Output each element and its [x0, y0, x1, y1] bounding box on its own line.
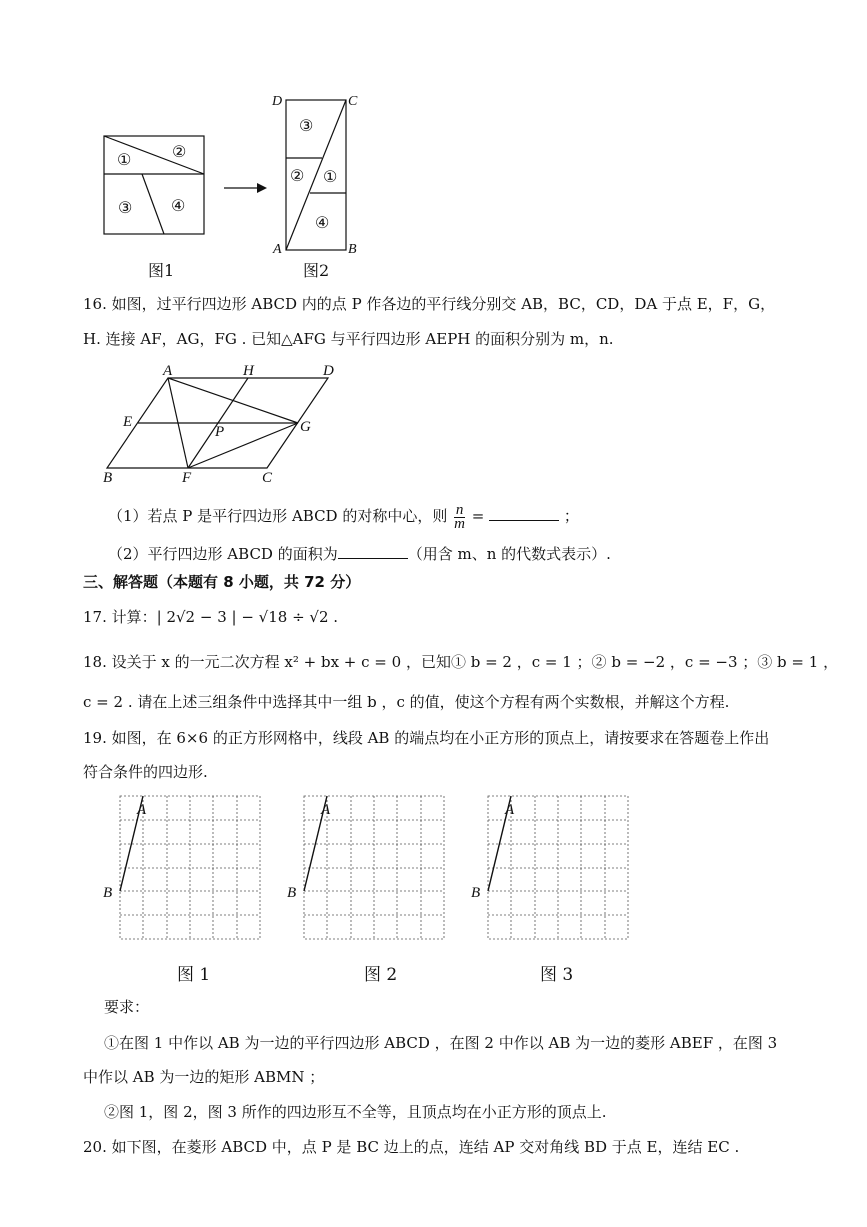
point-label: A	[137, 802, 147, 818]
fraction-n-over-m: $\frac{n}{m}$	[454, 501, 465, 532]
point-label: G	[300, 419, 311, 435]
q19-req1-line2: 中作以 AB 为一边的矩形 ABMN ；	[83, 1068, 325, 1086]
q16-part2: （2）平行四边形 ABCD 的面积为 （用含 m、n 的代数式表示）.	[108, 545, 611, 563]
q19-line2: 符合条件的四边形.	[83, 763, 208, 781]
point-label: B	[103, 470, 113, 486]
region-label: ①	[117, 152, 132, 169]
section-heading: 三、解答题（本题有 8 小题，共 72 分）	[83, 573, 361, 591]
q19-req1-line1: ①在图 1 中作以 AB 为一边的平行四边形 ABCD ，在图 2 中作以 AB 为一边的菱形 ABEF ，在图 3	[104, 1034, 778, 1052]
grid-caption: 图 2	[364, 965, 398, 985]
dissection-figure	[95, 85, 375, 285]
q20-text: 20. 如下图，在菱形 ABCD 中，点 P 是 BC 边上的点，连结 AP 交对角线 BD 于点 E，连结 EC .	[83, 1138, 740, 1156]
region-label: ①	[323, 169, 338, 186]
vertex-label: D	[272, 94, 283, 109]
q16-line2: H. 连接 AF，AG，FG . 已知△AFG 与平行四边形 AEPH 的面积分别为 m，n.	[83, 330, 614, 348]
answer-blank	[489, 506, 559, 521]
grid-figure-2	[284, 793, 454, 943]
point-label: F	[182, 470, 192, 486]
figure-caption: 图2	[303, 261, 330, 280]
region-label: ④	[315, 215, 330, 232]
point-label: A	[321, 802, 331, 818]
q16-line1: 16. 如图，过平行四边形 ABCD 内的点 P 作各边的平行线分别交 AB，BC，CD，DA 于点 E，F，G，	[83, 295, 776, 313]
point-label: B	[103, 885, 113, 901]
q18-line2: c = 2 . 请在上述三组条件中选择其中一组 b ，c 的值，使这个方程有两个实数根，并解这个方程.	[83, 693, 730, 711]
q19-req-title: 要求：	[104, 998, 150, 1016]
q16-part1: （1）若点 P 是平行四边形 ABCD 的对称中心，则 $\frac{n}{m}$ = ；	[108, 501, 579, 532]
point-label: D	[323, 363, 334, 379]
vertex-label: A	[273, 242, 282, 257]
point-label: A	[163, 363, 173, 379]
point-label: B	[471, 885, 481, 901]
point-label: P	[215, 424, 225, 440]
q19-line1: 19. 如图，在 6×6 的正方形网格中，线段 AB 的端点均在小正方形的顶点上，请按要求在答题卷上作出	[83, 729, 770, 747]
point-label: H	[243, 363, 254, 379]
figure-caption: 图1	[148, 261, 175, 280]
region-label: ③	[118, 200, 133, 217]
point-label: E	[123, 414, 133, 430]
grid-figure-1	[100, 793, 270, 943]
region-label: ③	[299, 118, 314, 135]
grid-caption: 图 3	[540, 965, 574, 985]
left-square	[104, 136, 204, 234]
vertex-label: B	[348, 242, 357, 257]
grid-figure-3	[468, 793, 638, 943]
point-label: C	[262, 470, 273, 486]
point-label: A	[505, 802, 515, 818]
q19-req2: ②图 1，图 2，图 3 所作的四边形互不全等，且顶点均在小正方形的顶点上.	[104, 1103, 607, 1121]
region-label: ④	[171, 198, 186, 215]
region-label: ②	[290, 168, 305, 185]
grid-caption: 图 1	[177, 965, 211, 985]
answer-blank	[338, 544, 408, 559]
parallelogram-figure	[95, 358, 355, 488]
vertex-label: C	[348, 94, 358, 109]
q17-text: 17. 计算：| 2√2 − 3 | − √18 ÷ √2 .	[83, 608, 339, 626]
q18-line1: 18. 设关于 x 的一元二次方程 x² + bx + c = 0 ，已知① b = 2 ，c = 1 ；② b = −2 ，c = −3 ；③ b = 1 ，	[83, 653, 839, 671]
point-label: B	[287, 885, 297, 901]
region-label: ②	[172, 144, 187, 161]
